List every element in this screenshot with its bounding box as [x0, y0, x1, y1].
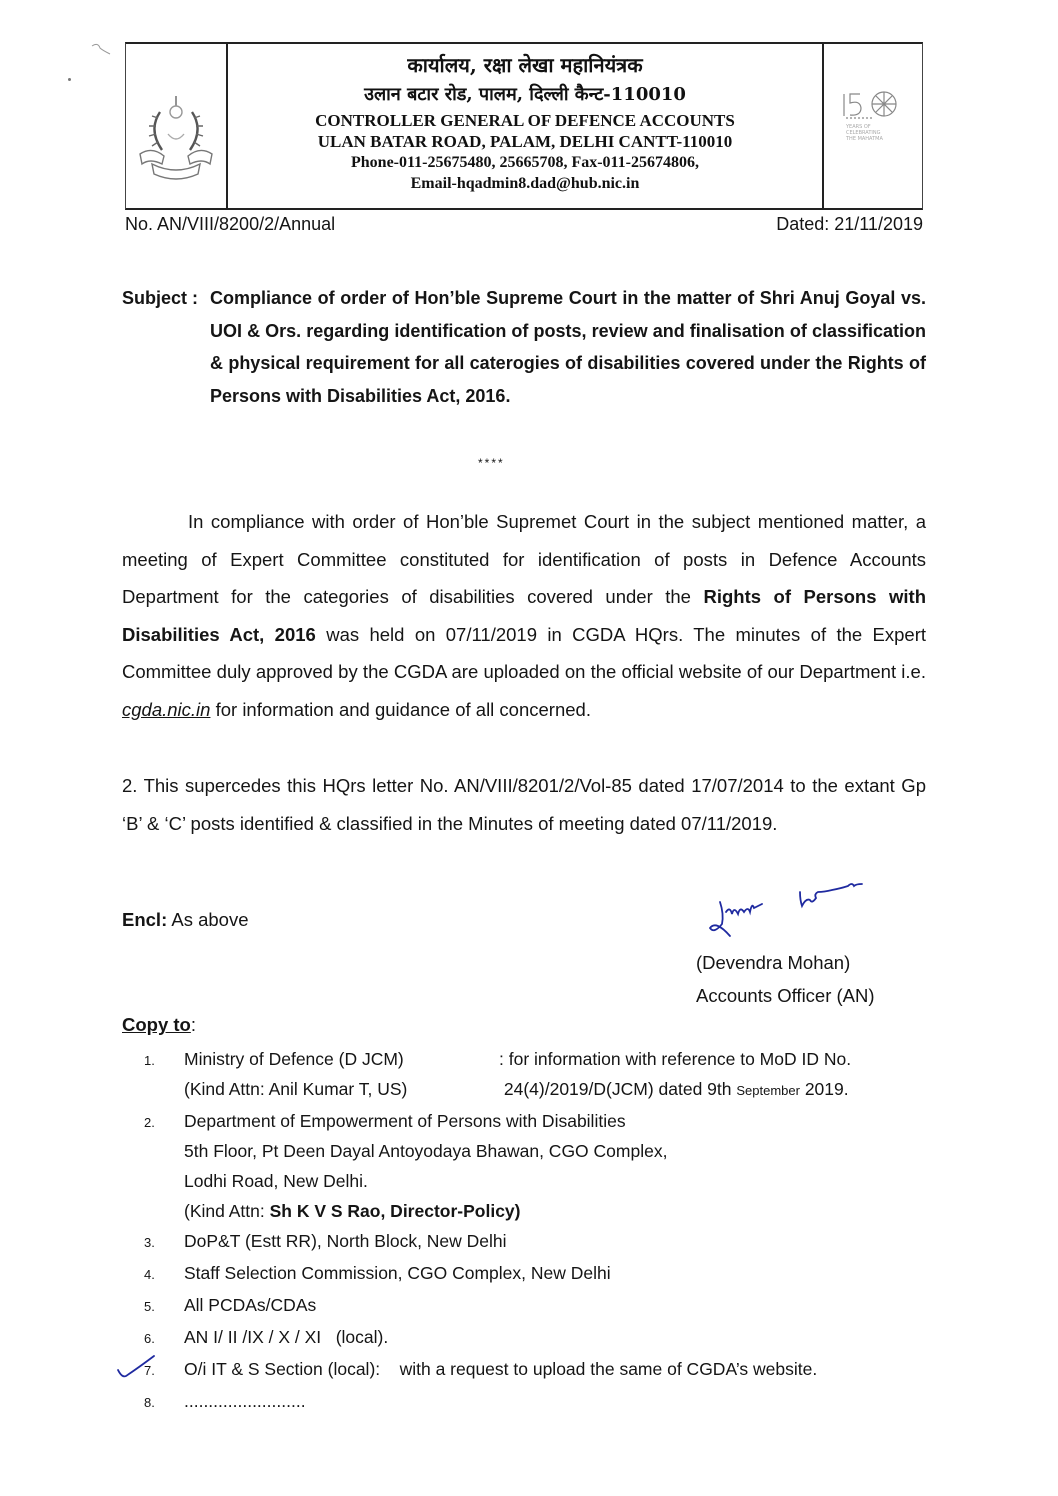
- scan-dot: [68, 78, 71, 81]
- scan-mark-icon: [90, 40, 114, 60]
- item-number: 4.: [144, 1267, 155, 1282]
- org-email: Email-hqadmin8.dad@hub.nic.in: [410, 175, 640, 192]
- copy-to-item: [144, 1044, 934, 1106]
- recipient-text: AN I/ II /IX / X / XI (local).: [184, 1327, 389, 1347]
- item-number: 6.: [144, 1331, 155, 1346]
- signatory-designation: Accounts Officer (AN): [696, 985, 875, 1006]
- enclosure-line: [122, 909, 249, 931]
- para1-text-a: In compliance with order of Hon’ble Supremet Court in the subject mentioned matter, a meeting of Expert Committee constituted for identification of posts in Defence Accounts Department for the categories of disabilities covered under the: [122, 511, 926, 608]
- subject-label: Subject :: [122, 288, 199, 308]
- section-separator: ****: [478, 456, 505, 470]
- recipient-attn: (Kind Attn: Anil Kumar T, US): [184, 1079, 408, 1099]
- copy-to-heading: Copy to:: [122, 1014, 196, 1035]
- enclosure-value: As above: [167, 909, 249, 930]
- attn-prefix: (Kind Attn:: [184, 1201, 270, 1221]
- copy-to-item: [144, 1354, 934, 1386]
- letterhead: [125, 42, 923, 210]
- enclosure-label: Encl:: [122, 909, 168, 930]
- item-number: 1.: [144, 1053, 155, 1068]
- recipient-reference: [499, 1074, 934, 1106]
- para1-text-c: for information and guidance of all concerned.: [210, 698, 591, 720]
- recipient-line: Lodhi Road, New Delhi.: [184, 1171, 368, 1191]
- letterhead-right-cell: [822, 44, 922, 208]
- reference-month: September: [736, 1083, 800, 1098]
- item-number: 7.: [144, 1363, 155, 1378]
- letter-number: No. AN/VIII/8200/2/Annual: [125, 214, 336, 234]
- para1-text-b: was held on 07/11/2019 in CGDA HQrs. The minutes of the Expert Committee duly approved by the CGDA are uploaded on the official website of our Department i.e.: [122, 623, 927, 683]
- signatory-name: (Devendra Mohan): [696, 952, 851, 973]
- attn-name: Sh K V S Rao, Director-Policy): [269, 1201, 521, 1221]
- recipient-note: : for information with reference to MoD ID No.: [499, 1049, 852, 1069]
- recipient-placeholder: .........................: [184, 1391, 306, 1411]
- org-phone: Phone-011-25675480, 25665708, Fax-011-25674806,: [351, 154, 699, 171]
- copy-to-list: [144, 1044, 934, 1418]
- recipient-name: Ministry of Defence (D JCM): [184, 1049, 404, 1069]
- svg-text:YEARS OF: YEARS OF: [846, 124, 871, 130]
- copy-to-item: [144, 1290, 934, 1322]
- act-name: Rights of Persons with Disabilities Act, 2016: [122, 586, 927, 645]
- recipient-text: All PCDAs/CDAs: [184, 1295, 317, 1315]
- item-number: 5.: [144, 1299, 155, 1314]
- signature-icon: [700, 862, 900, 947]
- website-link[interactable]: cgda.nic.in: [122, 698, 211, 720]
- body-paragraph-2: 2. This supercedes this HQrs letter No. AN/VIII/8201/2/Vol-85 dated 17/07/2014 to the extant Gp ‘B’ & ‘C’ posts identified & classified in the Minutes of meeting dated 07/11/2019.: [122, 775, 926, 834]
- copy-to-label: Copy to: [122, 1014, 191, 1035]
- org-address: ULAN BATAR ROAD, PALAM, DELHI CANTT-110010: [317, 132, 733, 151]
- letter-date: Dated: 21/11/2019: [776, 214, 923, 234]
- recipient-attn: [184, 1196, 934, 1226]
- item-number: 2.: [144, 1115, 155, 1130]
- signatory-block: [696, 946, 875, 1012]
- recipient-line: 5th Floor, Pt Deen Dayal Antoyodaya Bhawan, CGO Complex,: [184, 1141, 668, 1161]
- hindi-office-title: कार्यालय, रक्षा लेखा महानियंत्रक: [407, 53, 643, 77]
- reference-line: [125, 214, 923, 235]
- copy-to-item: [144, 1226, 934, 1258]
- hindi-address: उलान बटार रोड, पालम, दिल्ली कैन्ट-110010: [364, 84, 686, 105]
- body-paragraph-1: [122, 503, 926, 729]
- recipient-text: DoP&T (Estt RR), North Block, New Delhi: [184, 1231, 507, 1251]
- org-name: CONTROLLER GENERAL OF DEFENCE ACCOUNTS: [315, 111, 735, 130]
- department-emblem-icon: [134, 84, 218, 184]
- copy-to-item: [144, 1386, 934, 1418]
- recipient-text: Staff Selection Commission, CGO Complex, New Delhi: [184, 1263, 611, 1283]
- svg-text:CELEBRATING: CELEBRATING: [846, 130, 881, 136]
- letterhead-text: [228, 44, 822, 208]
- copy-to-item: [144, 1322, 934, 1354]
- copy-to-item: [144, 1258, 934, 1290]
- checkmark-icon: [116, 1354, 156, 1382]
- gandhi-150-years-icon: [838, 88, 910, 148]
- copy-to-item: [144, 1106, 934, 1226]
- item-number: 8.: [144, 1395, 155, 1410]
- letterhead-left-cell: [126, 44, 228, 208]
- recipient-line: Department of Empowerment of Persons with Disabilities: [184, 1111, 626, 1131]
- reference-id: 24(4)/2019/D(JCM) dated 9th: [503, 1079, 737, 1099]
- svg-text:THE MAHATMA: THE MAHATMA: [846, 136, 883, 142]
- item-number: 3.: [144, 1235, 155, 1250]
- reference-year: 2019.: [799, 1079, 849, 1099]
- subject-block: [122, 282, 926, 412]
- subject-text: Compliance of order of Hon’ble Supreme Court in the matter of Shri Anuj Goyal vs. UOI & Ors. regarding identification of posts, review and finalisation of classification & physical requirement for all caterogies of disabilities covered under the Rights of Persons with Disabilities Act, 2016.: [210, 288, 926, 406]
- recipient-text: O/i IT & S Section (local): with a request to upload the same of CGDA’s website.: [184, 1359, 818, 1379]
